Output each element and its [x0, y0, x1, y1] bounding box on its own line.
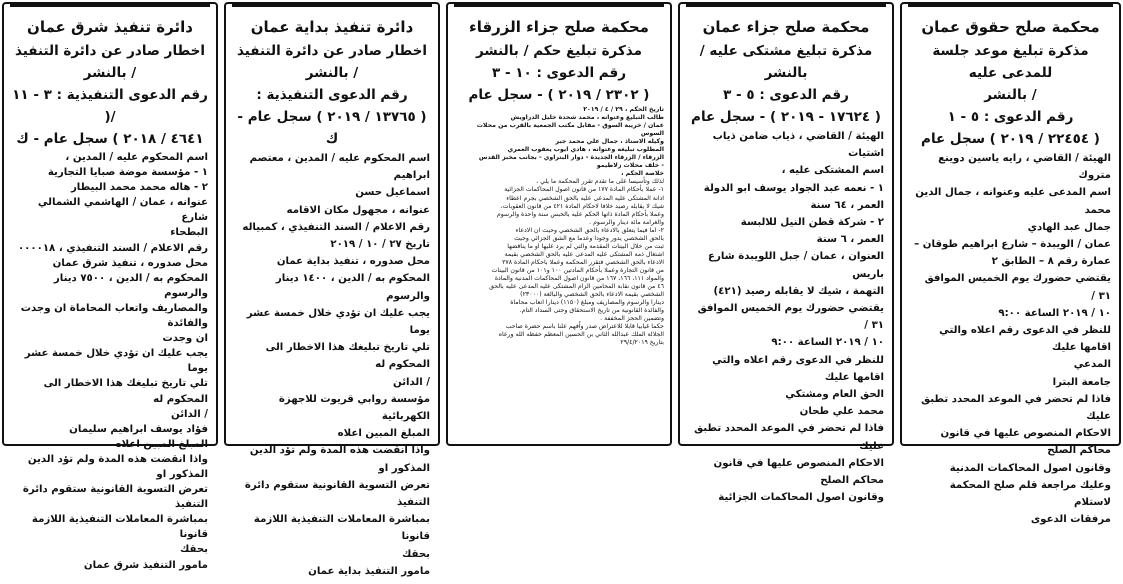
- notice-line: تعرض التسوية القانونية ستقوم دائرة التنفيذ: [22, 484, 208, 511]
- notice-line: البطحاء: [170, 227, 208, 239]
- notice-heading-line: ( ١٣٧٦٥ / ٢٠١٩ ) سجل عام - ك: [237, 109, 427, 147]
- notice-line: ٤٦ من قانون نقابة المحامين الزام المشتكى عليه المدعى عليه بالحق: [489, 283, 664, 291]
- notice-line: بتاريخ ٢٩/٤/٢٠١٩: [620, 339, 664, 347]
- notice-line: وكيله الاستاذ ، جمال علي محمد جبر: [555, 138, 664, 146]
- notice-line: واذا انقضت هذه المدة ولم تؤد الدين المذكور او: [249, 445, 430, 474]
- notice-heading-line: ( ١٧٦٢٤ - ٢٠١٩ ) - سجل عام: [691, 109, 881, 125]
- notice-heading-line: رقم الدعوى : ١٠ - ٣: [492, 65, 626, 81]
- notice-line: ٢ - هاله محمد محمد البيطار: [70, 182, 208, 194]
- notice-line: محل صدوره ، تنفيذ شرق عمان: [52, 257, 208, 269]
- notice-line: مرفقات الدعوى: [1030, 514, 1111, 526]
- notice-line: وعليك مراجعة قلم صلح المحكمة لاستلام: [949, 479, 1111, 509]
- notice-card-amman-criminal-defendant: [678, 2, 894, 504]
- notice-line: جامعة البترا: [1052, 376, 1111, 388]
- card-top-clip: [686, 1, 886, 13]
- notice-line: شيك لا يقابله رصيد خلافا لاحكام المادة ٤٢١ من قانون العقوبات،: [500, 202, 664, 210]
- notice-line: ٢ - شركة قطن النيل للالبسة: [740, 217, 884, 229]
- notice-line: والمصاريف واتعاب المحاماة ان وجدت والفائدة: [20, 302, 208, 330]
- notice-heading-line: مذكرة تبليغ مشتكى عليه / بالنشر: [699, 43, 873, 81]
- notice-line: / الدائن: [171, 408, 208, 420]
- notice-line: بمباشرة المعاملات التنفيذية اللازمة قانونا: [253, 514, 430, 543]
- notice-line: المبلغ المبين اعلاه: [337, 428, 430, 440]
- notice-line: دينارا والرسوم والمصاريف ومبلغ (١١٥٠) دينارا اتعاب محاماة: [510, 299, 664, 307]
- notice-line: العنوان ، عمان / جبل اللويبدة شارع باريس: [708, 251, 884, 280]
- notice-line: والغرامة مائة دينار والرسوم .: [589, 218, 664, 226]
- notice-line: للنظر في الدعوى رقم اعلاه والتي اقامها عليك: [712, 354, 884, 383]
- notice-line: العمر ، ٦٤ سنة: [810, 199, 884, 211]
- notice-card-east-amman-enforcement: [2, 2, 218, 571]
- notice-heading-line: اخطار صادر عن دائرة التنفيذ / بالنشر: [14, 43, 206, 81]
- notice-heading-line: ٤٦٤١ / ٢٠١٨ ) سجل عام - ك: [16, 131, 204, 147]
- notice-line: الشخصي بقيمة الادعاء بالحق الشخصي والبالغة (٢٣٠٠٠): [520, 291, 664, 299]
- notice-line: السوس: [640, 130, 664, 138]
- notice-line: الادعاء بالحق الشخصي فتقرر المحكمة وعملا باحكام المادة ٢٧٨: [502, 258, 664, 266]
- notice-line: عمارة رقم ٨ – الطابق ٢: [991, 256, 1111, 268]
- card-top-clip: [10, 1, 210, 13]
- notice-line: محل صدوره ، تنفيذ بداية عمان: [276, 256, 430, 268]
- notice-line: فاذا لم تحضر في الموعد المحدد تطبق عليك: [921, 393, 1111, 423]
- notice-line: محمد علي طحان: [799, 406, 884, 418]
- notice-heading-line: / بالنشر: [984, 87, 1037, 103]
- notice-title: دائرة تنفيذ شرق عمان: [27, 18, 193, 36]
- notice-line: خلاصة الحكم ،: [621, 170, 664, 178]
- notice-line: الزرقاء / الزرقاء الجديدة - دوار البتراوي - بجانب مخبز القدس: [478, 154, 664, 162]
- notice-line: وعملا بأحكام المادة ذاتها الحكم عليه بالحبس سنة واحدة والرسوم: [496, 210, 664, 218]
- notice-line: اسم المحكوم عليه / المدين ،: [65, 152, 208, 163]
- notice-line: والمواد ١١١، ١٦٦، ١٦٧ من قانون اصول المحاكمات المدنية والمادة: [494, 274, 664, 282]
- notice-line: لذلك وتأسيسا على ما تقدم تقرر المحكمة ما يلي ،: [536, 178, 664, 186]
- notice-line: عنوانه ، عمان / الهاشمي الشمالي شارع: [37, 197, 208, 224]
- notice-line: تاريخ ٢٧ / ١٠ / ٢٠١٩: [330, 239, 430, 251]
- notice-title: محكمة صلح جزاء عمان: [702, 18, 870, 36]
- notice-line: ادانة المشتكى عليه المدعى عليه بالحق الشخصي بجرم اعطاء: [506, 194, 664, 202]
- notice-line: يقتضي حضورك يوم الخميس الموافق ٣١ /: [697, 303, 884, 332]
- notice-line: رقم الاعلام / السند التنفيذي ، كمبياله: [242, 221, 430, 233]
- notice-line: المطلوب تبليغه وعنوانه ، هادي ايوب يعقوب العمري: [507, 146, 664, 154]
- notice-line: المحكوم به / الدين ، ٧٥٠٠ دينار والرسوم: [53, 272, 208, 299]
- notice-line: بالحق الشخصي يدور وجودا وعدما مع الشق الجزائي وحيث: [514, 234, 664, 242]
- notice-line: الهيئة / القاضي ، ذياب ضامن ذياب اشتيات: [712, 131, 884, 160]
- notice-line: العمر ، ٦ سنة: [816, 234, 884, 246]
- notice-line: بحقك: [402, 548, 430, 560]
- notice-line: ان وجدت: [162, 333, 208, 345]
- notice-line: عنوانه ، مجهول مكان الاقامه: [286, 204, 430, 216]
- notice-line: والفائدة القانونية من تاريخ الاستحقاق وحتى السداد التام.: [519, 307, 664, 315]
- notice-line: يجب عليك ان تؤدي خلال خمسة عشر يوما: [24, 348, 208, 375]
- notice-line: وتضمين الحجز المخففة .: [600, 315, 664, 323]
- notice-line: ١٠ / ٢٠١٩ الساعة ٩:٠٠: [998, 307, 1111, 319]
- notice-line: - خلف محلات زلاطيمو: [596, 162, 664, 170]
- notice-card-zarqa-judgment: [446, 2, 672, 446]
- card-top-clip: [908, 1, 1113, 13]
- notice-line: طالب التبليغ وعنوانه ، محمد شحدة خليل الدراويش: [510, 114, 664, 122]
- notice-line: ١- عملا بأحكام المادة ١٧٧ من قانون اصول المحاكمات الجزائية: [504, 186, 664, 194]
- notice-line: ٢- اما فيما يتعلق بالادعاء بالحق الشخصي وحيث ان الادعاء: [515, 226, 664, 234]
- notice-heading-line: رقم الدعوى التنفيذية : ٣ - ١١ /(: [12, 87, 208, 125]
- notice-line: عمان / الويبدة – شارع ابراهيم طوقان –: [914, 239, 1111, 251]
- notice-heading-line: مذكرة تبليغ حكم / بالنشر: [476, 43, 642, 59]
- notice-line: ١٠ / ٢٠١٩ الساعة ٩:٠٠: [771, 337, 884, 349]
- notice-line: رقم الاعلام / السند التنفيذي ، ٠٠٠٠١٨: [17, 242, 208, 254]
- notice-line: عمان / خريبة السوق - مقابل مكتب الجمعية بالقرب من محلات: [476, 122, 664, 130]
- notice-signature: مامور التنفيذ بداية عمان: [308, 565, 430, 577]
- notice-line: من قانون التجارة وعملا بأحكام المادتين ١٠٠ و١٠١ من قانون البينات: [491, 266, 664, 274]
- notice-line: / الدائن: [393, 376, 430, 388]
- notice-line: مؤسسة روابي قريوت للاجهزة الكهربائية: [278, 393, 430, 423]
- notice-line: للنظر في الدعوى رقم اعلاه والتي اقامها عليك: [939, 325, 1111, 354]
- notice-line: اسم المحكوم عليه / المدين ، معتصم ابراهيم: [249, 153, 430, 182]
- notice-line: وقانون اصول المحاكمات الجزائية: [718, 492, 884, 504]
- card-top-clip: [454, 1, 664, 13]
- notice-signature: مامور التنفيذ شرق عمان: [83, 559, 208, 571]
- notice-line: التهمة ، شيك لا يقابله رصيد (٤٢١): [713, 285, 884, 297]
- notice-heading-line: رقم الدعوى : ٥ - ٣: [723, 87, 849, 103]
- notice-line: تعرض التسوية القانونية ستقوم دائرة التنفيذ: [244, 479, 430, 509]
- notice-line: الحق العام ومشتكي: [785, 389, 884, 401]
- notice-title: محكمة صلح حقوق عمان: [921, 18, 1100, 36]
- card-top-clip: [232, 1, 432, 13]
- notice-line: اسم المشتكى عليه ،: [781, 165, 884, 177]
- notice-line: اسم المدعى عليه وعنوانه ، جمال الدين محمد: [915, 187, 1111, 216]
- notice-line: الجلالة الملك عبدالله الثاني بن الحسين المعظم حفظه الله ورعاه: [498, 331, 664, 339]
- notice-line: تلي تاريخ تبليغك هذا الاخطار الى المحكوم له: [43, 378, 208, 405]
- notice-heading-line: مذكرة تبليغ موعد جلسة للمدعى عليه: [932, 43, 1089, 81]
- notice-heading-line: ( ٢٣٠٢ / ٢٠١٩ ) - سجل عام: [468, 87, 650, 103]
- notice-line: ١ - مؤسسة موضة صبايا التجارية: [47, 167, 208, 179]
- notice-line: اسماعيل حسن: [355, 187, 430, 199]
- notice-line: فاذا لم تحضر في الموعد المحدد تطبق عليك: [694, 423, 884, 452]
- notice-line: جمال عبد الهادي: [1027, 221, 1111, 233]
- notice-heading-line: اخطار صادر عن دائرة التنفيذ / بالنشر: [236, 43, 428, 81]
- notice-line: المبلغ المبين اعلاه: [115, 438, 208, 450]
- notice-line: الاحكام المنصوص عليها في قانون محاكم الصلح: [713, 457, 884, 487]
- notice-line: ١ - نعمه عبد الجواد يوسف ابو الدولة: [703, 182, 884, 194]
- notice-title: محكمة صلح جزاء الزرقاء: [469, 18, 649, 36]
- notice-heading-line: ( ٢٢٤٥٤ / ٢٠١٩ ) سجل عام: [921, 131, 1100, 147]
- notice-title: دائرة تنفيذ بداية عمان: [250, 18, 414, 36]
- notice-line: بحقك: [180, 544, 208, 556]
- notice-heading-line: رقم الدعوى : ٥ - ١: [947, 109, 1074, 125]
- notice-line: المدعي: [1073, 359, 1111, 371]
- notice-line: فؤاد يوسف ابراهيم سليمان: [69, 423, 208, 435]
- notice-line: حكما غيابيا قابلا للاعتراض صدر واُفهم علنا باسم حضرة صاحب: [505, 323, 664, 331]
- notice-line: واذا انقضت هذه المدة ولم تؤد الدين المذكور او: [27, 453, 208, 480]
- notice-line: وقانون اصول المحاكمات المدنية: [949, 462, 1111, 474]
- notice-line: ثبت من خلال البينات المقدمة والتي لم يرد عليها او ما يناقضها: [507, 242, 664, 250]
- notice-line: تاريخ الحكم ، ٢٩ / ٤ / ٢٠١٩: [583, 106, 664, 113]
- notice-card-amman-first-instance-enforcement: [224, 2, 440, 577]
- notice-line: بمباشرة المعاملات التنفيذية اللازمة قانونا: [31, 514, 208, 541]
- notice-line: تلي تاريخ تبليغك هذا الاخطار الى المحكوم له: [265, 342, 430, 371]
- notice-line: الهيئة / القاضي ، رايه ياسين دوينع متروك: [938, 153, 1111, 182]
- notice-heading-line: رقم الدعوى التنفيذية :: [256, 87, 408, 103]
- notice-card-amman-civil-hearing: [900, 2, 1121, 526]
- notice-line: الاحكام المنصوص عليها في قانون محاكم الصلح: [940, 428, 1111, 457]
- notice-line: اشتغال ذمة المشتكى عليه المدعى عليه بالحق الشخصي بقيمة: [504, 250, 664, 258]
- notice-line: يقتضي حضورك يوم الخميس الموافق ٣١ /: [924, 273, 1111, 302]
- notice-line: المحكوم به / الدين ، ١٤٠٠ دينار والرسوم: [275, 273, 430, 302]
- notice-line: يجب عليك ان تؤدي خلال خمسة عشر يوما: [246, 307, 430, 337]
